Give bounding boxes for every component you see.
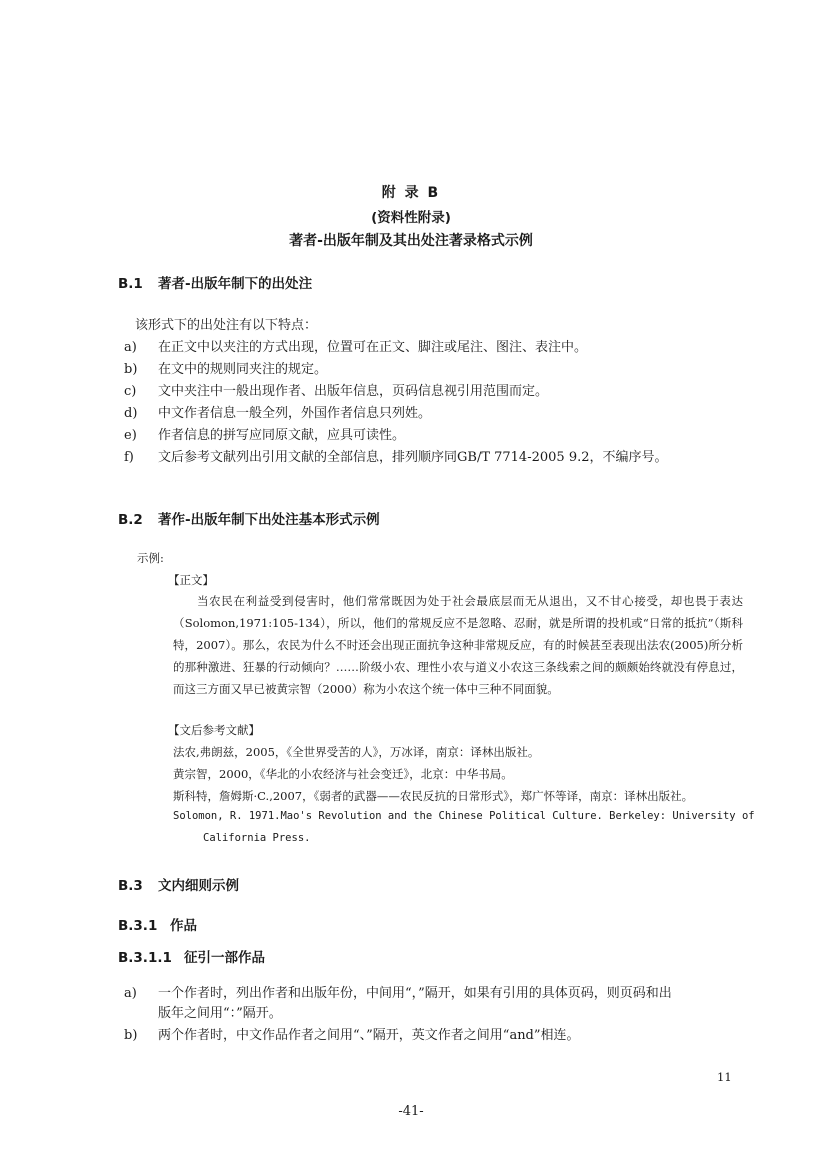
body-label: 【正文】	[168, 573, 214, 587]
list-item	[124, 336, 587, 355]
section-b2-heading	[118, 508, 380, 528]
list-text: 一个作者时，列出作者和出版年份，中间用“，”隔开，如果有引用的具体页码，则页码和出	[158, 986, 672, 1001]
list-item	[124, 1024, 580, 1043]
list-text: 作者信息的拼写应同原文献，应具可读性。	[158, 428, 406, 443]
section-title: 著者-出版年制下的出处注	[158, 276, 313, 292]
list-item	[124, 982, 672, 1001]
list-label: a)	[124, 340, 137, 355]
reference-item: 黄宗智，2000，《华北的小农经济与社会变迁》，北京：中华书局。	[173, 767, 513, 781]
list-text: 在文中的规则同夹注的规定。	[158, 362, 328, 377]
list-item	[124, 380, 548, 399]
list-text: 文中夹注中一般出现作者、出版年信息，页码信息视引用范围而定。	[158, 384, 549, 399]
page-number-outer: -41-	[398, 1104, 424, 1119]
list-item	[124, 358, 327, 377]
section-number: B.1	[118, 276, 143, 292]
section-title: 作品	[170, 918, 197, 934]
list-label: a)	[124, 986, 137, 1001]
list-label: b)	[124, 362, 138, 377]
reference-item-en: Solomon, R. 1971.Mao's Revolution and the Chinese Political Culture. Berkeley: University of	[173, 810, 755, 822]
subsection-b311-heading	[118, 946, 265, 966]
list-text-cont: 版年之间用“：”隔开。	[158, 1006, 282, 1021]
section-number: B.2	[118, 512, 143, 528]
reference-item: 法农,弗朗兹，2005，《全世界受苦的人》，万冰译，南京：译林出版社。	[173, 745, 540, 759]
section-title: 征引一部作品	[184, 950, 265, 966]
appendix-heading: 著者-出版年制及其出处注著录格式示例	[289, 233, 533, 249]
reference-item-en-cont: California Press.	[203, 832, 311, 844]
subsection-b31-heading	[118, 914, 197, 934]
list-item	[124, 402, 431, 421]
list-text: 两个作者时，中文作品作者之间用“、”隔开，英文作者之间用“and”相连。	[158, 1028, 580, 1043]
example-label: 示例:	[137, 551, 164, 565]
list-text: 在正文中以夹注的方式出现，位置可在正文、脚注或尾注、图注、表注中。	[158, 340, 588, 355]
b1-intro: 该形式下的出处注有以下特点：	[135, 318, 318, 333]
refs-label: 【文后参考文献】	[168, 723, 260, 737]
list-item	[124, 446, 668, 465]
section-number: B.3.1	[118, 918, 158, 934]
list-label: e)	[124, 428, 137, 443]
list-label: d)	[124, 406, 138, 421]
appendix-subtitle: (资料性附录)	[371, 210, 451, 226]
section-title: 文内细则示例	[158, 878, 239, 894]
list-label: b)	[124, 1028, 138, 1043]
section-title: 著作-出版年制下出处注基本形式示例	[158, 512, 380, 528]
list-item	[124, 424, 405, 443]
reference-item: 斯科特，詹姆斯·C.,2007，《弱者的武器——农民反抗的日常形式》，郑广怀等译，南京：译林出版社。	[173, 789, 694, 803]
list-text: 中文作者信息一般全列，外国作者信息只列姓。	[158, 406, 432, 421]
list-label: c)	[124, 384, 137, 399]
section-number: B.3	[118, 878, 143, 894]
section-b3-heading	[118, 874, 239, 894]
list-label: f)	[124, 450, 134, 465]
section-number: B.3.1.1	[118, 950, 172, 966]
example-body-text: 当农民在利益受到侵害时，他们常常既因为处于社会最底层而无从退出，又不甘心接受，却也畏于表达（Solomon,1971:105-134），所以，他们的常规反应不是忽略、忍耐，就是所谓的投机或“日常的抵抗”（斯科特，2007）。那么，农民为什么不时还会出现正面抗争这种非常规反应，有的时候甚至表现出法农(2005)所分析的那种激进、狂暴的行动倾向？……阶级小农、理性小农与道义小农这三条线索之间的颇颇始终就没有停息过，而这三方面又早已被黄宗智（2000）称为小农这个统一体中三种不同面貌。	[173, 594, 743, 696]
list-text: 文后参考文献列出引用文献的全部信息，排列顺序同GB/T 7714-2005 9.2，不编序号。	[158, 450, 668, 465]
page-number-inner: 11	[717, 1070, 732, 1084]
section-b1-heading	[118, 272, 312, 292]
appendix-title: 附 录 B	[381, 185, 441, 201]
